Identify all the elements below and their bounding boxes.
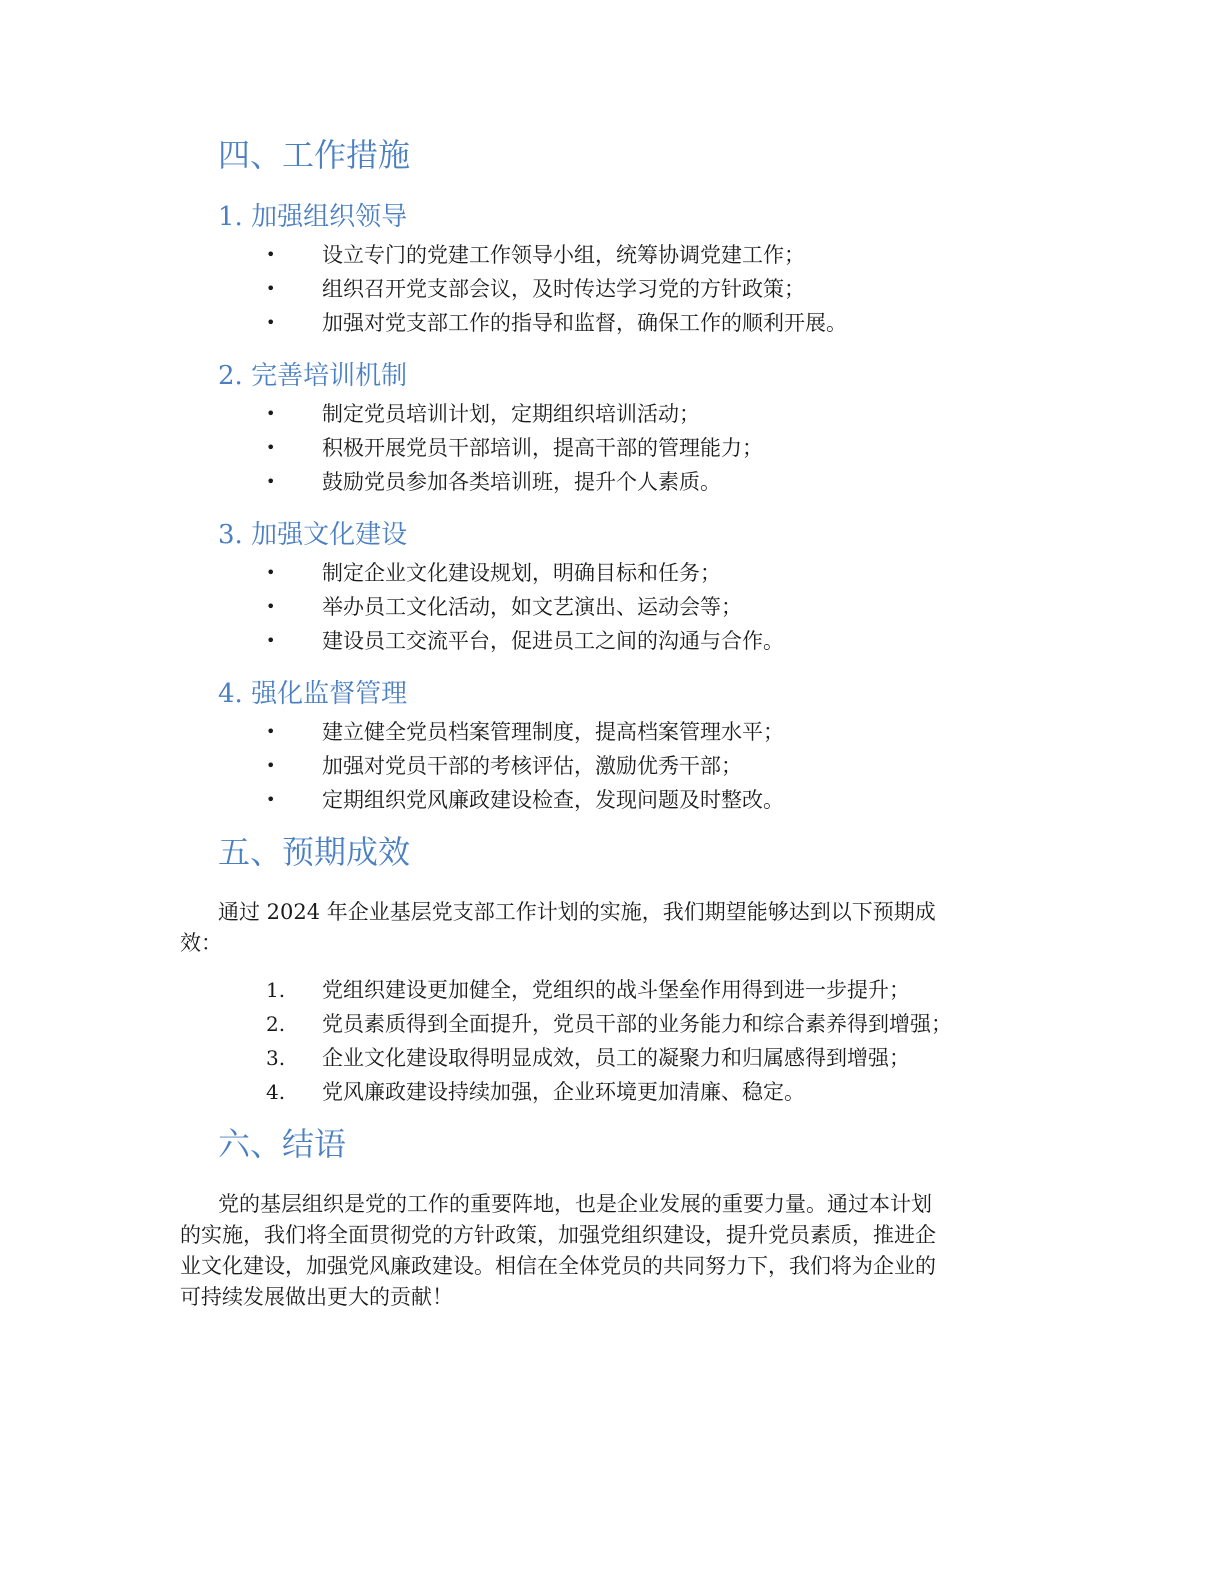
- bullet-marker: •: [266, 597, 276, 616]
- bullet-marker: •: [266, 722, 276, 741]
- list-item: 组织召开党支部会议，及时传达学习党的方针政策；: [322, 277, 805, 301]
- subsection-heading-4-3: 3. 加强文化建设: [218, 520, 408, 550]
- paragraph-line: 的实施，我们将全面贯彻党的方针政策，加强党组织建设，提升党员素质，推进企: [180, 1223, 936, 1247]
- bullet-marker: •: [266, 245, 276, 264]
- paragraph-line: 党的基层组织是党的工作的重要阵地，也是企业发展的重要力量。通过本计划: [218, 1192, 932, 1216]
- bullet-marker: •: [266, 472, 276, 491]
- list-item: 举办员工文化活动，如文艺演出、运动会等；: [322, 595, 742, 619]
- paragraph-line: 可持续发展做出更大的贡献！: [180, 1285, 453, 1309]
- section-heading-5: 五、预期成效: [218, 833, 411, 871]
- list-item: 制定党员培训计划，定期组织培训活动；: [322, 402, 700, 426]
- subsection-heading-4-2: 2. 完善培训机制: [218, 361, 408, 391]
- numbered-list-item: 企业文化建设取得明显成效，员工的凝聚力和归属感得到增强；: [322, 1046, 910, 1070]
- numbered-list-item: 党组织建设更加健全，党组织的战斗堡垒作用得到进一步提升；: [322, 978, 910, 1002]
- paragraph-line: 效：: [180, 931, 222, 955]
- section-heading-6: 六、结语: [218, 1125, 347, 1163]
- list-item: 建设员工交流平台，促进员工之间的沟通与合作。: [322, 629, 784, 653]
- numbered-list-item: 党员素质得到全面提升，党员干部的业务能力和综合素养得到增强；: [322, 1012, 952, 1036]
- list-item: 加强对党支部工作的指导和监督，确保工作的顺利开展。: [322, 311, 847, 335]
- list-item: 建立健全党员档案管理制度，提高档案管理水平；: [322, 720, 784, 744]
- list-item: 积极开展党员干部培训，提高干部的管理能力；: [322, 436, 763, 460]
- list-item: 定期组织党风廉政建设检查，发现问题及时整改。: [322, 788, 784, 812]
- bullet-marker: •: [266, 279, 276, 298]
- bullet-marker: •: [266, 563, 276, 582]
- list-item: 鼓励党员参加各类培训班，提升个人素质。: [322, 470, 721, 494]
- bullet-marker: •: [266, 313, 276, 332]
- bullet-marker: •: [266, 438, 276, 457]
- list-item: 设立专门的党建工作领导小组，统筹协调党建工作；: [322, 243, 805, 267]
- bullet-marker: •: [266, 756, 276, 775]
- list-item: 制定企业文化建设规划，明确目标和任务；: [322, 561, 721, 585]
- section-heading-4: 四、工作措施: [218, 136, 411, 174]
- bullet-marker: •: [266, 790, 276, 809]
- paragraph-line: 业文化建设，加强党风廉政建设。相信在全体党员的共同努力下，我们将为企业的: [180, 1254, 936, 1278]
- subsection-heading-4-4: 4. 强化监督管理: [218, 679, 408, 709]
- list-item: 加强对党员干部的考核评估，激励优秀干部；: [322, 754, 742, 778]
- bullet-marker: •: [266, 404, 276, 423]
- list-number: 4.: [266, 1080, 286, 1104]
- bullet-marker: •: [266, 631, 276, 650]
- list-number: 3.: [266, 1046, 286, 1070]
- subsection-heading-4-1: 1. 加强组织领导: [218, 202, 408, 232]
- list-number: 1.: [266, 978, 286, 1002]
- paragraph-line: 通过 2024 年企业基层党支部工作计划的实施，我们期望能够达到以下预期成: [218, 900, 936, 924]
- numbered-list-item: 党风廉政建设持续加强，企业环境更加清廉、稳定。: [322, 1080, 805, 1104]
- list-number: 2.: [266, 1012, 286, 1036]
